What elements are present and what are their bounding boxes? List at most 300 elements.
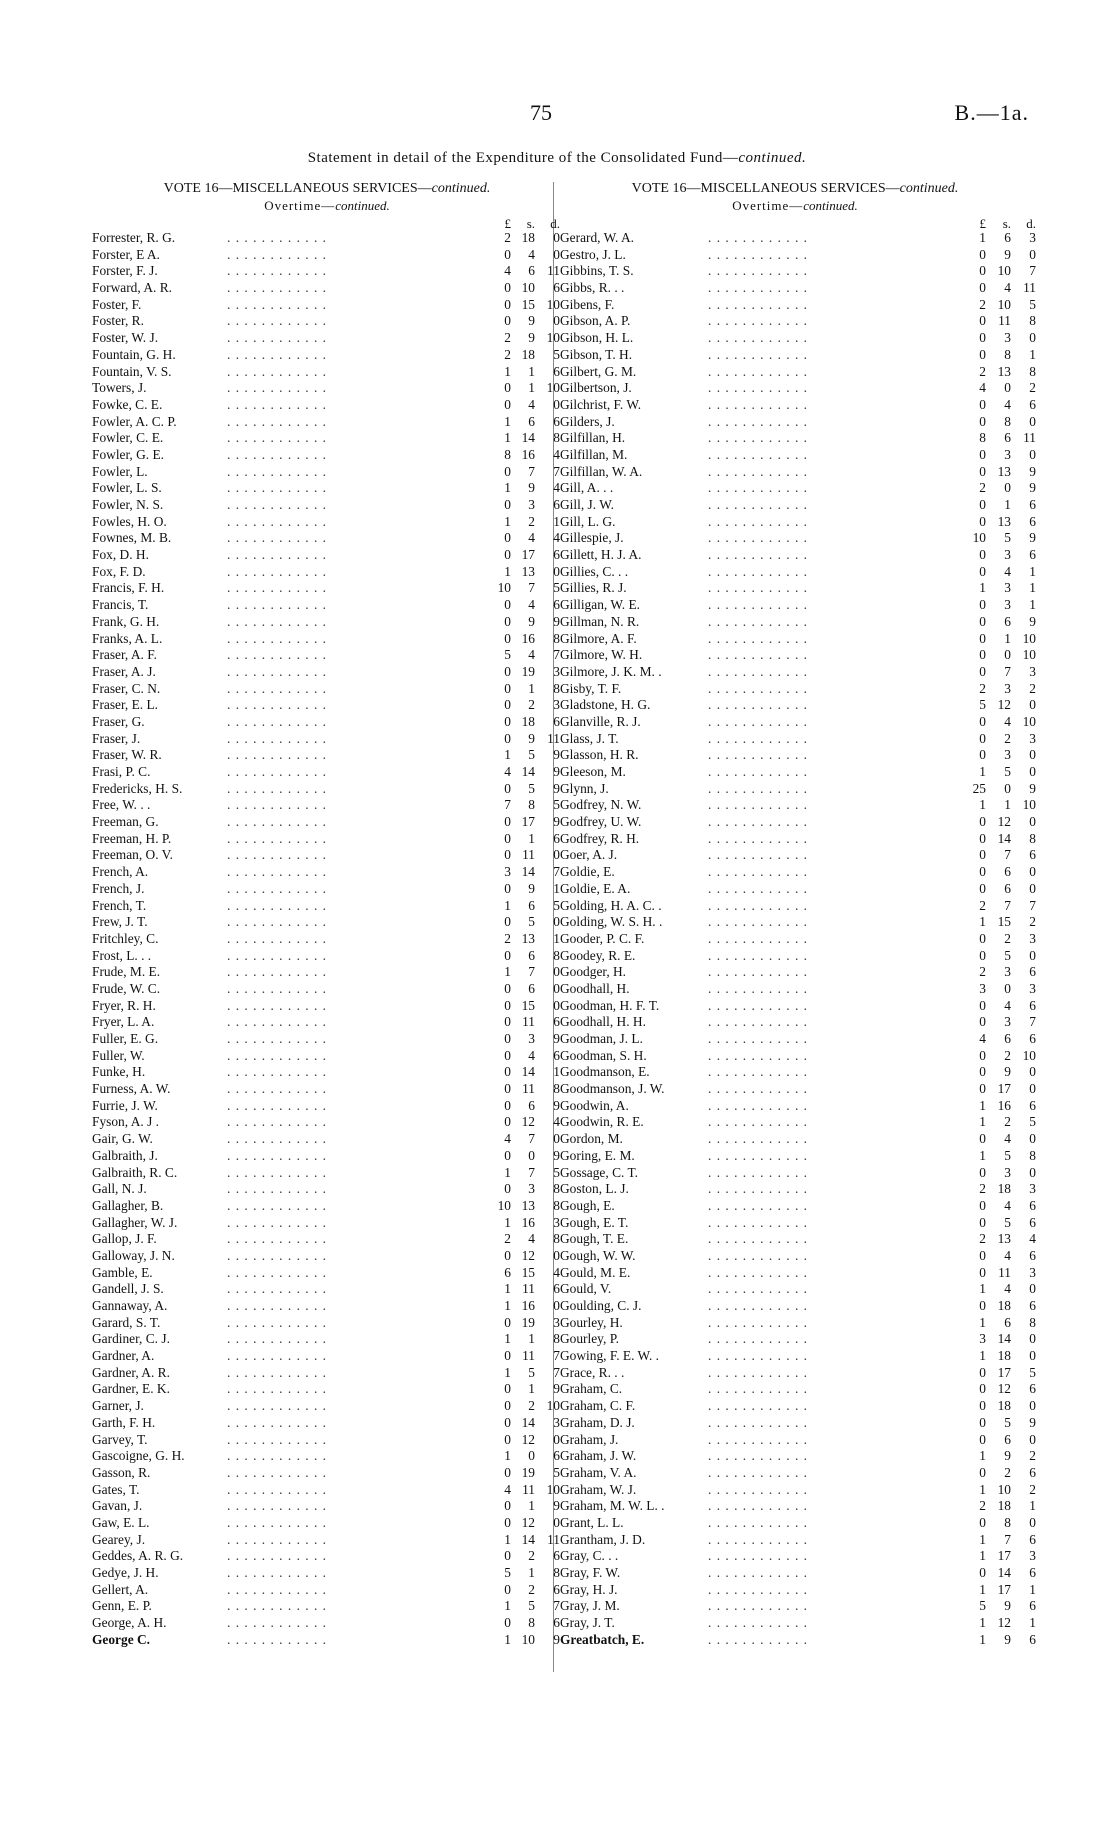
amount-pounds: 6: [504, 1264, 511, 1280]
table-row: [92, 964, 562, 981]
table-row: [560, 1414, 1036, 1432]
amount-pence: 10: [546, 1398, 560, 1414]
table-row: [92, 631, 562, 648]
amount-pounds: 0: [504, 463, 511, 479]
table-row: [92, 430, 562, 447]
leader-dots: . . . . . . . . . . . .: [708, 1398, 808, 1414]
amount-pence: 9: [553, 814, 560, 830]
amount-shillings: 10: [521, 280, 535, 296]
amount-shillings: 13: [521, 1197, 535, 1213]
amount-pounds: 0: [504, 1615, 511, 1631]
table-row: [92, 781, 562, 798]
amount-pounds: 0: [504, 497, 511, 512]
payee-name: Fredericks, H. S.: [92, 780, 183, 796]
leader-dots: . . . . . . . . . . . .: [227, 647, 327, 663]
amount-pounds: 0: [504, 296, 511, 312]
payee-name: Gallagher, B.: [92, 1197, 164, 1213]
payee-name: Grant, L. L.: [560, 1514, 624, 1530]
table-row: [560, 1598, 1036, 1615]
amount-pence: 3: [553, 1414, 560, 1430]
amount-pence: 9: [553, 1147, 560, 1163]
amount-pounds: 0: [979, 1514, 986, 1530]
section-heading-left: [92, 198, 562, 214]
amount-shillings: 16: [521, 446, 535, 462]
leader-dots: . . . . . . . . . . . .: [227, 1631, 327, 1647]
amount-pence: 0: [1029, 446, 1036, 462]
leader-dots: . . . . . . . . . . . .: [708, 1247, 808, 1263]
amount-pence: 9: [553, 764, 560, 779]
amount-shillings: 5: [1004, 947, 1011, 963]
table-row: [560, 864, 1036, 881]
payee-name: Fyson, A. J .: [92, 1114, 159, 1130]
amount-pence: 0: [1029, 246, 1036, 262]
amount-pounds: 2: [979, 480, 986, 496]
leader-dots: . . . . . . . . . . . .: [227, 1414, 327, 1430]
payee-name: Gould, V.: [560, 1281, 612, 1297]
leader-dots: . . . . . . . . . . . .: [708, 330, 808, 346]
table-row: [92, 1415, 562, 1432]
amount-pence: 6: [1029, 396, 1036, 412]
payee-name: Gray, H. J.: [560, 1581, 618, 1597]
amount-shillings: 11: [522, 847, 535, 863]
amount-shillings: 4: [528, 1231, 535, 1247]
table-row: [560, 780, 1036, 798]
amount-pounds: 0: [979, 1364, 986, 1380]
payee-name: Gray, J. M.: [560, 1598, 620, 1614]
table-row: [560, 1565, 1036, 1582]
amount-shillings: 13: [997, 1231, 1011, 1247]
amount-pounds: 0: [504, 313, 511, 329]
table-row: [560, 897, 1036, 915]
leader-dots: . . . . . . . . . . . .: [227, 1398, 327, 1414]
amount-pounds: 5: [504, 1565, 511, 1580]
amount-shillings: 8: [1004, 346, 1011, 362]
table-row: [92, 1565, 562, 1582]
leader-dots: . . . . . . . . . . . .: [708, 930, 808, 946]
table-row: [92, 547, 562, 564]
payee-name: Fowke, C. E.: [92, 396, 163, 412]
amount-pence: 3: [1029, 930, 1036, 946]
payee-name: Forster, E A.: [92, 246, 160, 262]
amount-shillings: 4: [528, 647, 535, 663]
amount-shillings: 5: [528, 747, 535, 763]
amount-shillings: 6: [528, 947, 535, 963]
amount-pounds: 0: [504, 713, 511, 729]
statement-title-continued: continued.: [738, 150, 807, 166]
amount-pence: 2: [1029, 1448, 1036, 1464]
table-row: [92, 898, 562, 915]
payee-name: Fraser, G.: [92, 713, 145, 729]
amount-pence: 4: [553, 480, 560, 496]
amount-pence: 6: [1029, 1214, 1036, 1230]
table-row: [92, 1615, 562, 1632]
amount-pence: 0: [553, 847, 560, 863]
amount-pence: 11: [547, 263, 560, 279]
payee-name: Gilfillan, M.: [560, 446, 628, 462]
table-row: [560, 1364, 1036, 1382]
amount-pounds: 2: [504, 346, 511, 362]
leader-dots: . . . . . . . . . . . .: [708, 1014, 808, 1030]
leader-dots: . . . . . . . . . . . .: [708, 430, 808, 446]
amount-pence: 6: [1029, 497, 1036, 512]
amount-pounds: 0: [979, 1464, 986, 1480]
amount-pence: 6: [553, 413, 560, 429]
amount-shillings: 5: [528, 1598, 535, 1614]
leader-dots: . . . . . . . . . . . .: [227, 430, 327, 446]
amount-pounds: 1: [504, 430, 511, 446]
payee-name: Gardiner, C. J.: [92, 1331, 170, 1347]
table-row: [560, 980, 1036, 998]
table-row: [560, 1498, 1036, 1515]
amount-pence: 3: [553, 697, 560, 713]
amount-shillings: 6: [1004, 864, 1011, 880]
amount-pence: 0: [1029, 1064, 1036, 1080]
section-heading-continued: continued.: [335, 198, 390, 213]
amount-pounds: 0: [504, 1147, 511, 1163]
amount-shillings: 0: [1004, 780, 1011, 796]
leader-dots: . . . . . . . . . . . .: [227, 680, 327, 696]
amount-pounds: 0: [979, 747, 986, 763]
leader-dots: . . . . . . . . . . . .: [227, 597, 327, 613]
amount-pence: 8: [1029, 1147, 1036, 1163]
leader-dots: . . . . . . . . . . . .: [227, 246, 327, 262]
amount-pence: 8: [553, 1231, 560, 1247]
amount-pence: 5: [1029, 1364, 1036, 1380]
payee-name: Fowler, L. S.: [92, 480, 162, 496]
amount-pounds: 0: [979, 613, 986, 629]
amount-pounds: 1: [979, 1531, 986, 1547]
payee-name: Freeman, H. P.: [92, 830, 172, 846]
amount-pounds: 1: [504, 747, 511, 763]
leader-dots: . . . . . . . . . . . .: [227, 330, 327, 346]
leader-dots: . . . . . . . . . . . .: [227, 630, 327, 646]
amount-pounds: 0: [979, 713, 986, 729]
amount-pounds: 1: [979, 1281, 986, 1297]
table-row: [92, 1532, 562, 1549]
amount-pounds: 2: [979, 296, 986, 312]
leader-dots: . . . . . . . . . . . .: [708, 230, 808, 245]
payee-name: Goodey, R. E.: [560, 947, 636, 963]
leader-dots: . . . . . . . . . . . .: [227, 280, 327, 296]
payee-name: Gerard, W. A.: [560, 230, 635, 245]
table-row: [92, 480, 562, 497]
leader-dots: . . . . . . . . . . . .: [708, 897, 808, 913]
amount-shillings: 8: [528, 1615, 535, 1631]
leader-dots: . . . . . . . . . . . .: [227, 1364, 327, 1380]
payee-name: Towers, J.: [92, 380, 147, 396]
table-row: [92, 1165, 562, 1182]
amount-pounds: 1: [504, 1531, 511, 1547]
leader-dots: . . . . . . . . . . . .: [227, 880, 327, 896]
amount-pounds: 0: [979, 947, 986, 963]
amount-pence: 8: [553, 1331, 560, 1347]
payee-name: Fownes, M. B.: [92, 530, 172, 546]
amount-shillings: 0: [1004, 480, 1011, 496]
amount-shillings: 1: [528, 380, 535, 396]
leader-dots: . . . . . . . . . . . .: [708, 847, 808, 863]
payee-name: Gough, E. T.: [560, 1214, 629, 1230]
amount-pounds: 0: [979, 597, 986, 613]
amount-shillings: 8: [1004, 413, 1011, 429]
leader-dots: . . . . . . . . . . . .: [708, 580, 808, 596]
table-row: [92, 263, 562, 280]
amount-pence: 6: [1029, 1631, 1036, 1647]
amount-shillings: 18: [997, 1348, 1011, 1364]
pounds-header: £: [979, 216, 986, 231]
left-column: [92, 180, 562, 1648]
leader-dots: . . . . . . . . . . . .: [708, 1448, 808, 1464]
amount-pence: 6: [1029, 997, 1036, 1013]
amount-pence: 4: [553, 530, 560, 546]
payee-name: George C.: [92, 1631, 151, 1647]
amount-pounds: 0: [504, 530, 511, 546]
payee-name: Greatbatch, E.: [560, 1631, 645, 1647]
amount-pounds: 25: [972, 780, 986, 796]
table-row: [560, 1231, 1036, 1248]
amount-shillings: 9: [1004, 1598, 1011, 1614]
leader-dots: . . . . . . . . . . . .: [227, 1348, 327, 1364]
amount-shillings: 7: [528, 580, 535, 596]
amount-pounds: 0: [504, 880, 511, 896]
leader-dots: . . . . . . . . . . . .: [227, 897, 327, 913]
leader-dots: . . . . . . . . . . . .: [708, 1464, 808, 1480]
amount-pence: 0: [1029, 864, 1036, 880]
amount-pence: 0: [1029, 697, 1036, 713]
leader-dots: . . . . . . . . . . . .: [227, 463, 327, 479]
amount-pounds: 0: [504, 730, 511, 746]
amount-pence: 5: [1029, 1114, 1036, 1130]
amount-pounds: 0: [979, 513, 986, 529]
leader-dots: . . . . . . . . . . . .: [708, 630, 808, 646]
amount-pence: 7: [553, 647, 560, 663]
amount-pence: 10: [546, 1481, 560, 1497]
amount-pence: 10: [1022, 797, 1036, 813]
table-row: [560, 330, 1036, 347]
amount-pounds: 2: [979, 363, 986, 379]
amount-pence: 7: [553, 1348, 560, 1364]
amount-pence: 7: [1029, 1014, 1036, 1030]
amount-pounds: 0: [504, 380, 511, 396]
table-row: [560, 346, 1036, 364]
amount-shillings: 11: [998, 1264, 1011, 1280]
payee-name: Gilchrist, F. W.: [560, 396, 642, 412]
leader-dots: . . . . . . . . . . . .: [227, 1464, 327, 1480]
table-row: [560, 1081, 1036, 1098]
amount-pence: 9: [1029, 613, 1036, 629]
amount-pence: 6: [1029, 1247, 1036, 1263]
payee-name: Goston, L. J.: [560, 1181, 629, 1197]
amount-pence: 3: [553, 663, 560, 679]
amount-pence: 6: [553, 1047, 560, 1063]
table-row: [560, 1348, 1036, 1365]
payee-name: Gilbertson, J.: [560, 380, 632, 396]
table-row: [92, 864, 562, 881]
payee-name: Goodwin, A.: [560, 1097, 629, 1113]
payee-name: Gray, F. W.: [560, 1565, 621, 1580]
amount-pounds: 1: [504, 1214, 511, 1230]
amount-shillings: 1: [528, 680, 535, 696]
amount-pounds: 0: [979, 1014, 986, 1030]
leader-dots: . . . . . . . . . . . .: [708, 747, 808, 763]
amount-shillings: 6: [528, 413, 535, 429]
leader-dots: . . . . . . . . . . . .: [227, 697, 327, 713]
leader-dots: . . . . . . . . . . . .: [227, 1514, 327, 1530]
payee-name: Gibens, F.: [560, 296, 615, 312]
amount-shillings: 11: [522, 1348, 535, 1364]
payee-name: Gilligan, W. E.: [560, 597, 640, 613]
amount-pounds: 1: [504, 897, 511, 913]
payee-name: Gourley, H.: [560, 1314, 623, 1330]
amount-pence: 9: [1029, 530, 1036, 546]
payee-name: Graham, D. J.: [560, 1414, 635, 1430]
amount-pounds: 0: [504, 1047, 511, 1063]
leader-dots: . . . . . . . . . . . .: [708, 1548, 808, 1564]
table-row: [560, 1381, 1036, 1398]
leader-dots: . . . . . . . . . . . .: [708, 1348, 808, 1364]
table-row: [92, 297, 562, 314]
amount-pounds: 0: [979, 547, 986, 563]
payee-name: Grantham, J. D.: [560, 1531, 646, 1547]
amount-shillings: 4: [528, 530, 535, 546]
payee-name: Gair, G. W.: [92, 1131, 153, 1147]
payee-name: Fuller, W.: [92, 1047, 145, 1063]
amount-pence: 0: [1029, 1348, 1036, 1364]
amount-shillings: 14: [521, 764, 535, 779]
table-row: [560, 1314, 1036, 1332]
amount-shillings: 18: [521, 346, 535, 362]
amount-shillings: 9: [528, 613, 535, 629]
table-row: [92, 647, 562, 664]
leader-dots: . . . . . . . . . . . .: [227, 964, 327, 980]
amount-shillings: 6: [1004, 230, 1011, 245]
payee-name: Frude, M. E.: [92, 964, 161, 980]
amount-pounds: 0: [979, 446, 986, 462]
amount-pence: 6: [1029, 513, 1036, 529]
amount-shillings: 4: [528, 597, 535, 613]
amount-pence: 6: [553, 1548, 560, 1564]
leader-dots: . . . . . . . . . . . .: [708, 246, 808, 262]
amount-pounds: 0: [504, 1398, 511, 1414]
amount-shillings: 18: [997, 1498, 1011, 1514]
amount-shillings: 0: [528, 1448, 535, 1464]
amount-pence: 1: [1029, 597, 1036, 613]
leader-dots: . . . . . . . . . . . .: [227, 413, 327, 429]
amount-shillings: 0: [1004, 380, 1011, 396]
amount-pence: 2: [1029, 914, 1036, 930]
leader-dots: . . . . . . . . . . . .: [227, 1014, 327, 1030]
payee-name: Fowler, G. E.: [92, 446, 164, 462]
leader-dots: . . . . . . . . . . . .: [227, 1147, 327, 1163]
payee-name: Gillett, H. J. A.: [560, 547, 642, 563]
vote-heading-continued: continued.: [899, 181, 959, 196]
amount-shillings: 6: [528, 897, 535, 913]
amount-pence: 5: [553, 897, 560, 913]
amount-pounds: 0: [979, 313, 986, 329]
table-row: [92, 280, 562, 297]
amount-pence: 11: [1023, 430, 1036, 446]
table-row: [560, 363, 1036, 381]
table-row: [560, 830, 1036, 848]
payee-name: Graham, M. W. L. .: [560, 1498, 665, 1514]
amount-pence: 4: [553, 446, 560, 462]
table-row: [560, 446, 1036, 464]
table-row: [560, 1064, 1036, 1081]
table-row: [92, 797, 562, 814]
payee-name: Fowler, A. C. P.: [92, 413, 177, 429]
section-heading-text: Overtime—: [264, 198, 336, 213]
payee-name: Gilmore, W. H.: [560, 647, 643, 663]
amount-pence: 3: [1029, 730, 1036, 746]
amount-pounds: 1: [504, 1298, 511, 1313]
amount-pence: 6: [553, 547, 560, 563]
table-row: [92, 981, 562, 998]
leader-dots: . . . . . . . . . . . .: [708, 480, 808, 496]
amount-pounds: 0: [979, 280, 986, 296]
amount-pounds: 2: [979, 897, 986, 913]
payee-name: Graham, V. A.: [560, 1464, 637, 1480]
amount-pence: 7: [553, 864, 560, 880]
amount-pounds: 1: [979, 580, 986, 596]
leader-dots: . . . . . . . . . . . .: [227, 1247, 327, 1263]
amount-pounds: 0: [504, 1247, 511, 1263]
amount-shillings: 3: [528, 1181, 535, 1197]
amount-pounds: 0: [504, 914, 511, 930]
amount-pence: 2: [1029, 1481, 1036, 1497]
leader-dots: . . . . . . . . . . . .: [708, 1147, 808, 1163]
amount-shillings: 4: [1004, 1281, 1011, 1297]
amount-pounds: 0: [504, 1314, 511, 1330]
leader-dots: . . . . . . . . . . . .: [227, 1615, 327, 1631]
amount-shillings: 12: [997, 814, 1011, 830]
leader-dots: . . . . . . . . . . . .: [227, 480, 327, 496]
amount-pence: 8: [553, 1565, 560, 1580]
payee-name: Gedye, J. H.: [92, 1565, 159, 1580]
amount-pence: 4: [553, 1264, 560, 1280]
leader-dots: . . . . . . . . . . . .: [227, 1231, 327, 1247]
leader-dots: . . . . . . . . . . . .: [227, 864, 327, 880]
leader-dots: . . . . . . . . . . . .: [227, 1431, 327, 1447]
table-row: [92, 1398, 562, 1415]
table-row: [92, 664, 562, 681]
payee-name: Forrester, R. G.: [92, 230, 176, 245]
payee-name: Garvey, T.: [92, 1431, 148, 1447]
leader-dots: . . . . . . . . . . . .: [708, 647, 808, 663]
amount-pounds: 4: [504, 764, 511, 779]
table-row: [92, 1031, 562, 1048]
amount-pounds: 0: [979, 1247, 986, 1263]
table-row: [560, 847, 1036, 864]
table-row: [92, 731, 562, 748]
amount-shillings: 7: [528, 463, 535, 479]
table-row: [92, 230, 562, 247]
amount-shillings: 16: [997, 1097, 1011, 1113]
amount-pounds: 0: [504, 814, 511, 830]
leader-dots: . . . . . . . . . . . .: [708, 263, 808, 279]
table-row: [560, 380, 1036, 397]
table-row: [560, 680, 1036, 698]
amount-pounds: 7: [504, 797, 511, 813]
vote-heading-left: [92, 180, 562, 198]
amount-shillings: 3: [1004, 964, 1011, 980]
amount-pence: 3: [1029, 1181, 1036, 1197]
amount-pounds: 1: [979, 1097, 986, 1113]
payee-name: Golding, H. A. C. .: [560, 897, 662, 913]
payee-name: Gough, W. W.: [560, 1247, 636, 1263]
amount-pence: 10: [546, 330, 560, 346]
amount-pounds: 3: [979, 980, 986, 996]
payee-name: Geddes, A. R. G.: [92, 1548, 184, 1564]
pence-header: d.: [550, 216, 560, 231]
